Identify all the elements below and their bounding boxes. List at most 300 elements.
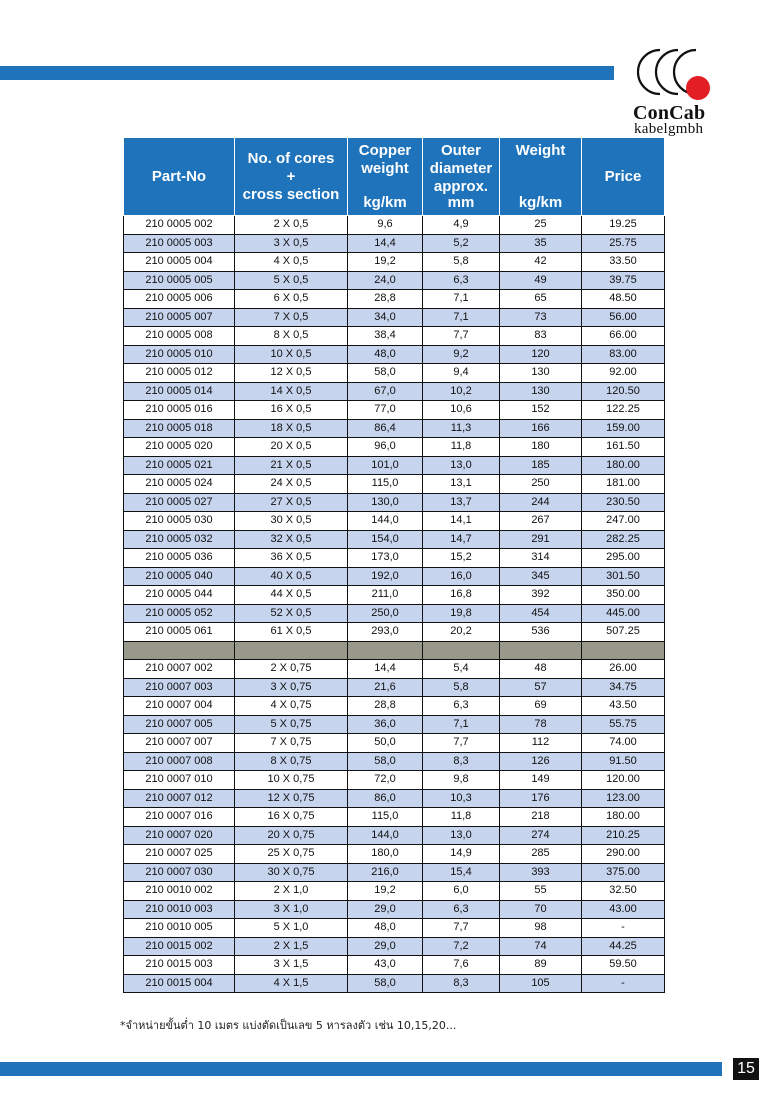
cell-part-no: 210 0005 020 [124,438,235,457]
cell-copper-weight: 72,0 [348,771,423,790]
table-row [124,290,665,309]
cell-price: 445.00 [582,604,665,623]
table-row [124,900,665,919]
cell-cores: 21 X 0,5 [235,456,348,475]
cell-cores: 20 X 0,5 [235,438,348,457]
cell-part-no: 210 0010 002 [124,882,235,901]
table-row [124,715,665,734]
cell-price: 56.00 [582,308,665,327]
cell-weight: 42 [500,253,582,272]
cell-cores: 25 X 0,75 [235,845,348,864]
cell-weight: 49 [500,271,582,290]
cell-cores: 6 X 0,5 [235,290,348,309]
cell-price: 43.00 [582,900,665,919]
cell-cores: 2 X 1,5 [235,937,348,956]
cell-weight: 74 [500,937,582,956]
cell-outer-diameter: 11,8 [423,438,500,457]
cell-price: 91.50 [582,752,665,771]
cell-cores: 7 X 0,5 [235,308,348,327]
cell-copper-weight: 36,0 [348,715,423,734]
cell-part-no: 210 0005 030 [124,512,235,531]
cell-cores: 2 X 0,75 [235,660,348,679]
logo-sub-text: kabelgmbh [634,121,704,137]
table-row [124,660,665,679]
cell-price: 44.25 [582,937,665,956]
cell-outer-diameter: 9,2 [423,345,500,364]
cell-weight: 105 [500,974,582,993]
cell-part-no: 210 0007 025 [124,845,235,864]
table-row [124,863,665,882]
bottom-accent-bar [0,1062,722,1076]
table-row [124,567,665,586]
cell-outer-diameter: 7,7 [423,919,500,938]
cell-part-no: 210 0015 004 [124,974,235,993]
cell-copper-weight: 29,0 [348,937,423,956]
table-row [124,456,665,475]
cell-price: 247.00 [582,512,665,531]
cell-outer-diameter: 8,3 [423,974,500,993]
cell-copper-weight: 154,0 [348,530,423,549]
cell-price: 507.25 [582,623,665,642]
cell-weight: 35 [500,234,582,253]
cell-copper-weight: 58,0 [348,752,423,771]
table-row [124,512,665,531]
cell-part-no: 210 0005 010 [124,345,235,364]
cell-weight: 70 [500,900,582,919]
cell-cores: 5 X 0,5 [235,271,348,290]
cell-cores: 12 X 0,5 [235,364,348,383]
group-separator-row [124,641,665,660]
cell-outer-diameter: 16,0 [423,567,500,586]
cell-weight: 78 [500,715,582,734]
cell-price: 74.00 [582,734,665,753]
cell-weight: 130 [500,382,582,401]
cell-part-no: 210 0007 003 [124,678,235,697]
cell-outer-diameter: 11,3 [423,419,500,438]
cell-part-no: 210 0005 008 [124,327,235,346]
cell-weight: 291 [500,530,582,549]
cell-price: 282.25 [582,530,665,549]
cell-copper-weight: 192,0 [348,567,423,586]
header-outer-diameter: Outer diameter approx. mm [423,138,500,216]
cell-price: 55.75 [582,715,665,734]
table-row [124,364,665,383]
cell-copper-weight: 38,4 [348,327,423,346]
cell-outer-diameter: 14,9 [423,845,500,864]
cell-cores: 18 X 0,5 [235,419,348,438]
cell-part-no: 210 0007 012 [124,789,235,808]
cell-weight: 25 [500,216,582,235]
table-row [124,623,665,642]
cell-outer-diameter: 13,0 [423,456,500,475]
cell-part-no: 210 0005 036 [124,549,235,568]
cell-weight: 112 [500,734,582,753]
cell-cores: 24 X 0,5 [235,475,348,494]
cell-part-no: 210 0005 005 [124,271,235,290]
cell-copper-weight: 293,0 [348,623,423,642]
cell-cores: 16 X 0,75 [235,808,348,827]
cell-outer-diameter: 13,0 [423,826,500,845]
cell-outer-diameter: 16,8 [423,586,500,605]
cell-cores: 8 X 0,75 [235,752,348,771]
cell-price: 122.25 [582,401,665,420]
table-row [124,956,665,975]
table-row [124,530,665,549]
cell-price: - [582,974,665,993]
cell-weight: 48 [500,660,582,679]
cell-weight: 57 [500,678,582,697]
cell-copper-weight: 14,4 [348,234,423,253]
cell-copper-weight: 250,0 [348,604,423,623]
cell-part-no: 210 0005 027 [124,493,235,512]
logo-mark-icon [634,44,718,104]
header-weight-unit: kg/km [518,194,563,211]
cell-outer-diameter: 20,2 [423,623,500,642]
cell-price: 123.00 [582,789,665,808]
cell-weight: 393 [500,863,582,882]
cell-cores: 2 X 1,0 [235,882,348,901]
table-row [124,382,665,401]
top-accent-bar [0,66,614,80]
cell-cores: 2 X 0,5 [235,216,348,235]
cell-copper-weight: 28,8 [348,290,423,309]
table-row [124,752,665,771]
cell-copper-weight: 115,0 [348,808,423,827]
cell-price: 180.00 [582,456,665,475]
cell-outer-diameter: 5,8 [423,678,500,697]
cell-cores: 40 X 0,5 [235,567,348,586]
cell-cores: 36 X 0,5 [235,549,348,568]
table-row [124,808,665,827]
cell-part-no: 210 0005 040 [124,567,235,586]
cell-part-no: 210 0005 002 [124,216,235,235]
cell-copper-weight: 21,6 [348,678,423,697]
cell-outer-diameter: 5,8 [423,253,500,272]
cell-cores: 32 X 0,5 [235,530,348,549]
cell-price: 120.50 [582,382,665,401]
cell-copper-weight: 29,0 [348,900,423,919]
cell-price: 290.00 [582,845,665,864]
table-row [124,475,665,494]
table-row [124,253,665,272]
cell-cores: 3 X 1,5 [235,956,348,975]
cell-cores: 8 X 0,5 [235,327,348,346]
cell-part-no: 210 0007 016 [124,808,235,827]
cell-outer-diameter: 5,4 [423,660,500,679]
cell-weight: 180 [500,438,582,457]
cable-spec-table [123,137,665,993]
cell-copper-weight: 77,0 [348,401,423,420]
cell-part-no: 210 0010 005 [124,919,235,938]
cell-outer-diameter: 15,4 [423,863,500,882]
cell-price: 375.00 [582,863,665,882]
header-copper-unit: kg/km [363,194,407,211]
cell-price: 120.00 [582,771,665,790]
separator-cell [235,641,348,660]
cell-part-no: 210 0007 002 [124,660,235,679]
cell-price: 39.75 [582,271,665,290]
cell-cores: 61 X 0,5 [235,623,348,642]
cell-cores: 30 X 0,75 [235,863,348,882]
cell-price: 25.75 [582,234,665,253]
cell-part-no: 210 0007 005 [124,715,235,734]
cell-copper-weight: 48,0 [348,919,423,938]
cell-outer-diameter: 7,7 [423,734,500,753]
cell-outer-diameter: 7,1 [423,308,500,327]
table-row [124,919,665,938]
cell-part-no: 210 0005 024 [124,475,235,494]
cell-outer-diameter: 6,3 [423,271,500,290]
cell-part-no: 210 0007 010 [124,771,235,790]
cell-part-no: 210 0005 021 [124,456,235,475]
cell-weight: 392 [500,586,582,605]
separator-cell [423,641,500,660]
cell-cores: 3 X 0,75 [235,678,348,697]
cell-copper-weight: 19,2 [348,882,423,901]
cell-price: 92.00 [582,364,665,383]
cell-outer-diameter: 10,2 [423,382,500,401]
cell-cores: 7 X 0,75 [235,734,348,753]
header-outer-unit: mm [447,194,475,211]
cell-part-no: 210 0007 020 [124,826,235,845]
cell-weight: 98 [500,919,582,938]
cell-copper-weight: 115,0 [348,475,423,494]
cell-weight: 55 [500,882,582,901]
cell-outer-diameter: 7,7 [423,327,500,346]
table-row [124,882,665,901]
cell-part-no: 210 0005 044 [124,586,235,605]
cell-price: 43.50 [582,697,665,716]
table-row [124,234,665,253]
cell-cores: 4 X 1,5 [235,974,348,993]
table-row [124,271,665,290]
cell-price: 32.50 [582,882,665,901]
cell-copper-weight: 50,0 [348,734,423,753]
cell-weight: 218 [500,808,582,827]
cell-cores: 30 X 0,5 [235,512,348,531]
header-cores: No. of cores + cross section [235,138,348,216]
cell-price: - [582,919,665,938]
cell-outer-diameter: 13,7 [423,493,500,512]
cell-cores: 20 X 0,75 [235,826,348,845]
cell-part-no: 210 0007 008 [124,752,235,771]
cell-copper-weight: 58,0 [348,974,423,993]
separator-cell [582,641,665,660]
cell-outer-diameter: 6,0 [423,882,500,901]
cell-price: 19.25 [582,216,665,235]
header-weight: Weight kg/km [500,138,582,216]
cell-weight: 73 [500,308,582,327]
cell-part-no: 210 0005 012 [124,364,235,383]
cell-outer-diameter: 7,1 [423,715,500,734]
table-row [124,678,665,697]
cell-price: 301.50 [582,567,665,586]
cell-outer-diameter: 8,3 [423,752,500,771]
cell-copper-weight: 180,0 [348,845,423,864]
table-row [124,345,665,364]
page-number: 15 [733,1058,759,1080]
cell-cores: 10 X 0,5 [235,345,348,364]
cell-cores: 5 X 0,75 [235,715,348,734]
cell-part-no: 210 0015 002 [124,937,235,956]
cell-outer-diameter: 7,2 [423,937,500,956]
cell-copper-weight: 211,0 [348,586,423,605]
table-row [124,216,665,235]
cell-outer-diameter: 7,1 [423,290,500,309]
cell-price: 48.50 [582,290,665,309]
cell-cores: 3 X 1,0 [235,900,348,919]
footnote: *จำหน่ายขั้นต่ำ 10 เมตร แบ่งตัดเป็นเลข 5 หารลงตัว เช่น 10,15,20... [120,1019,457,1032]
cell-weight: 120 [500,345,582,364]
separator-cell [124,641,235,660]
cell-cores: 3 X 0,5 [235,234,348,253]
cell-part-no: 210 0010 003 [124,900,235,919]
header-price: Price [582,138,665,216]
cell-copper-weight: 216,0 [348,863,423,882]
cell-price: 161.50 [582,438,665,457]
cell-part-no: 210 0007 030 [124,863,235,882]
cell-weight: 149 [500,771,582,790]
header-part-no: Part-No [124,138,235,216]
cell-weight: 250 [500,475,582,494]
cell-outer-diameter: 9,4 [423,364,500,383]
cell-outer-diameter: 6,3 [423,697,500,716]
cell-part-no: 210 0007 007 [124,734,235,753]
cell-weight: 65 [500,290,582,309]
table-row [124,771,665,790]
cell-copper-weight: 144,0 [348,512,423,531]
cell-outer-diameter: 14,7 [423,530,500,549]
cell-price: 66.00 [582,327,665,346]
table-row [124,308,665,327]
cell-weight: 285 [500,845,582,864]
table-row [124,401,665,420]
concab-logo [628,44,728,140]
cell-outer-diameter: 4,9 [423,216,500,235]
cell-weight: 130 [500,364,582,383]
cell-copper-weight: 144,0 [348,826,423,845]
table-row [124,826,665,845]
cell-weight: 69 [500,697,582,716]
table-row [124,697,665,716]
table-row [124,327,665,346]
cell-copper-weight: 24,0 [348,271,423,290]
table-row [124,845,665,864]
cell-outer-diameter: 19,8 [423,604,500,623]
cell-copper-weight: 43,0 [348,956,423,975]
cell-weight: 185 [500,456,582,475]
cell-weight: 345 [500,567,582,586]
cell-price: 350.00 [582,586,665,605]
cell-part-no: 210 0005 004 [124,253,235,272]
cell-copper-weight: 34,0 [348,308,423,327]
cell-outer-diameter: 15,2 [423,549,500,568]
cell-cores: 14 X 0,5 [235,382,348,401]
cell-cores: 5 X 1,0 [235,919,348,938]
cell-weight: 152 [500,401,582,420]
cell-weight: 454 [500,604,582,623]
cell-cores: 10 X 0,75 [235,771,348,790]
cell-part-no: 210 0005 006 [124,290,235,309]
separator-cell [500,641,582,660]
logo-brand-text: ConCab [633,102,706,124]
cell-outer-diameter: 14,1 [423,512,500,531]
cell-weight: 176 [500,789,582,808]
cell-outer-diameter: 10,6 [423,401,500,420]
cell-cores: 16 X 0,5 [235,401,348,420]
cell-part-no: 210 0015 003 [124,956,235,975]
cell-price: 33.50 [582,253,665,272]
cell-part-no: 210 0005 018 [124,419,235,438]
cell-outer-diameter: 7,6 [423,956,500,975]
cell-copper-weight: 48,0 [348,345,423,364]
cell-part-no: 210 0005 052 [124,604,235,623]
cell-cores: 4 X 0,75 [235,697,348,716]
cell-part-no: 210 0007 004 [124,697,235,716]
cell-part-no: 210 0005 007 [124,308,235,327]
cell-weight: 83 [500,327,582,346]
table-row [124,937,665,956]
cell-cores: 52 X 0,5 [235,604,348,623]
table-row [124,493,665,512]
cell-copper-weight: 130,0 [348,493,423,512]
cell-cores: 12 X 0,75 [235,789,348,808]
cell-copper-weight: 9,6 [348,216,423,235]
cell-weight: 536 [500,623,582,642]
table-row [124,604,665,623]
header-row [124,138,665,216]
cell-price: 210.25 [582,826,665,845]
table-row [124,734,665,753]
cell-weight: 274 [500,826,582,845]
cell-copper-weight: 14,4 [348,660,423,679]
cell-weight: 89 [500,956,582,975]
cell-outer-diameter: 6,3 [423,900,500,919]
cell-part-no: 210 0005 032 [124,530,235,549]
cell-outer-diameter: 11,8 [423,808,500,827]
cell-part-no: 210 0005 016 [124,401,235,420]
cell-price: 26.00 [582,660,665,679]
cell-copper-weight: 101,0 [348,456,423,475]
cell-price: 34.75 [582,678,665,697]
cell-weight: 244 [500,493,582,512]
cell-copper-weight: 86,4 [348,419,423,438]
cell-part-no: 210 0005 061 [124,623,235,642]
cell-copper-weight: 173,0 [348,549,423,568]
table-row [124,438,665,457]
cell-copper-weight: 58,0 [348,364,423,383]
cell-part-no: 210 0005 014 [124,382,235,401]
cell-copper-weight: 86,0 [348,789,423,808]
cell-copper-weight: 19,2 [348,253,423,272]
cell-outer-diameter: 10,3 [423,789,500,808]
cell-copper-weight: 96,0 [348,438,423,457]
cell-copper-weight: 28,8 [348,697,423,716]
cell-cores: 44 X 0,5 [235,586,348,605]
cell-price: 59.50 [582,956,665,975]
cell-outer-diameter: 5,2 [423,234,500,253]
table-row [124,586,665,605]
table-row [124,789,665,808]
cell-price: 180.00 [582,808,665,827]
cell-price: 295.00 [582,549,665,568]
header-copper-weight: Copper weight kg/km [348,138,423,216]
cell-weight: 126 [500,752,582,771]
table-row [124,974,665,993]
table-row [124,549,665,568]
cell-price: 83.00 [582,345,665,364]
table-row [124,419,665,438]
